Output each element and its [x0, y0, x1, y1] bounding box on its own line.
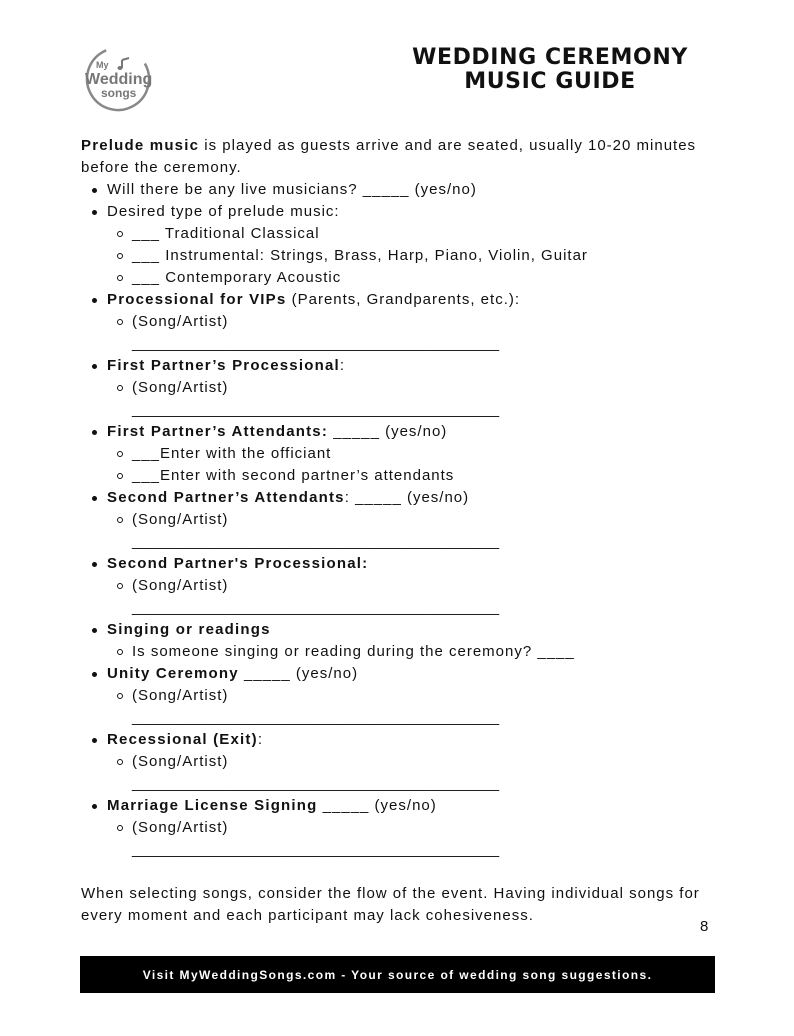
license-suffix: _____ (yes/no): [317, 797, 437, 814]
prelude-type-label: Desired type of prelude music:: [107, 203, 340, 220]
unity-heading: Unity Ceremony: [107, 665, 239, 682]
list-item-live-musicians: [81, 179, 701, 201]
song-artist-label: [81, 377, 701, 399]
recessional-suffix: :: [257, 731, 263, 748]
song-artist-label: [81, 751, 701, 773]
second-attendants-suffix: : _____ (yes/no): [344, 489, 470, 506]
song-artist-text: (Song/Artist): [132, 577, 229, 594]
spacer: [81, 861, 701, 883]
list-item-second-attendants: [81, 487, 701, 509]
title-line-2: MUSIC GUIDE: [464, 69, 636, 94]
list-item-prelude-type: [81, 201, 701, 223]
brand-logo: [82, 46, 154, 112]
list-item-first-attendants: [81, 421, 701, 443]
prelude-option-text: ___ Instrumental: Strings, Brass, Harp, Piano, Violin, Guitar: [132, 247, 588, 264]
song-artist-text: (Song/Artist): [132, 687, 229, 704]
list-item-second-processional: [81, 553, 701, 575]
song-artist-blank: ____________________________________________: [132, 401, 500, 418]
song-artist-blank: ____________________________________________: [132, 709, 500, 726]
prelude-option: [81, 267, 701, 289]
vip-note: (Parents, Grandparents, etc.):: [286, 291, 521, 308]
logo-line-2: Wedding: [85, 71, 153, 88]
live-musicians-text: Will there be any live musicians? _____ (yes/no): [107, 181, 477, 198]
list-item-recessional: [81, 729, 701, 751]
list-item-vip: [81, 289, 701, 311]
song-artist-blank: ____________________________________________: [132, 335, 500, 352]
singing-heading: Singing or readings: [107, 621, 271, 638]
singing-question: [81, 641, 701, 663]
first-processional-heading: First Partner’s Processional: [107, 357, 340, 374]
page-number: 8: [700, 918, 709, 935]
guide-content: [81, 135, 701, 927]
attendant-option-text: ___Enter with the officiant: [132, 445, 332, 462]
song-artist-text: (Song/Artist): [132, 753, 229, 770]
song-artist-label: [81, 575, 701, 597]
logo-graphic: [82, 46, 154, 112]
logo-line-1: My: [96, 60, 109, 70]
song-artist-label: [81, 509, 701, 531]
page-title: [410, 46, 690, 94]
recessional-heading: Recessional (Exit): [107, 731, 258, 748]
song-artist-blank: ____________________________________________: [132, 775, 500, 792]
intro-text: is played as guests arrive and are seated, usually 10-20 minutes before the ceremony.: [81, 137, 697, 176]
prelude-option: [81, 245, 701, 267]
first-processional-suffix: :: [339, 357, 346, 374]
prelude-option-text: ___ Traditional Classical: [132, 225, 320, 242]
list-item-singing: [81, 619, 701, 641]
footer-banner: [80, 956, 715, 993]
song-artist-blank: ____________________________________________: [132, 841, 500, 858]
intro-bold: Prelude music: [81, 137, 200, 154]
list-item-license: [81, 795, 701, 817]
prelude-option-text: ___ Contemporary Acoustic: [132, 269, 342, 286]
song-artist-text: (Song/Artist): [132, 511, 229, 528]
song-artist-text: (Song/Artist): [132, 819, 229, 836]
unity-suffix: _____ (yes/no): [238, 665, 359, 682]
intro-paragraph: [81, 135, 701, 179]
attendant-option: [81, 465, 701, 487]
vip-heading: Processional for VIPs: [107, 291, 287, 308]
closing-paragraph: When selecting songs, consider the flow of the event. Having individual songs for every moment and each participant may lack cohesiveness.: [81, 885, 700, 924]
song-artist-blank: ____________________________________________: [132, 599, 500, 616]
singing-question-text: Is someone singing or reading during the ceremony? ____: [132, 643, 575, 660]
song-artist-label: [81, 817, 701, 839]
guide-list: [81, 179, 701, 861]
logo-line-3: songs: [101, 86, 137, 100]
first-attendants-heading: First Partner’s Attendants:: [107, 423, 329, 440]
first-attendants-suffix: _____ (yes/no): [328, 423, 448, 440]
second-attendants-heading: Second Partner’s Attendants: [107, 489, 345, 506]
music-note-icon: [118, 58, 130, 70]
song-artist-text: (Song/Artist): [132, 379, 229, 396]
prelude-option: [81, 223, 701, 245]
footer-text: Visit MyWeddingSongs.com - Your source of wedding song suggestions.: [142, 967, 653, 982]
attendant-option-text: ___Enter with second partner’s attendants: [132, 467, 455, 484]
song-artist-text: (Song/Artist): [132, 313, 229, 330]
song-artist-label: [81, 685, 701, 707]
attendant-option: [81, 443, 701, 465]
title-line-1: WEDDING CEREMONY: [412, 45, 688, 70]
list-item-unity: [81, 663, 701, 685]
list-item-first-processional: [81, 355, 701, 377]
song-artist-label: [81, 311, 701, 333]
license-heading: Marriage License Signing: [107, 797, 318, 814]
song-artist-blank: ____________________________________________: [132, 533, 500, 550]
second-processional-heading: Second Partner's Processional:: [107, 555, 369, 572]
